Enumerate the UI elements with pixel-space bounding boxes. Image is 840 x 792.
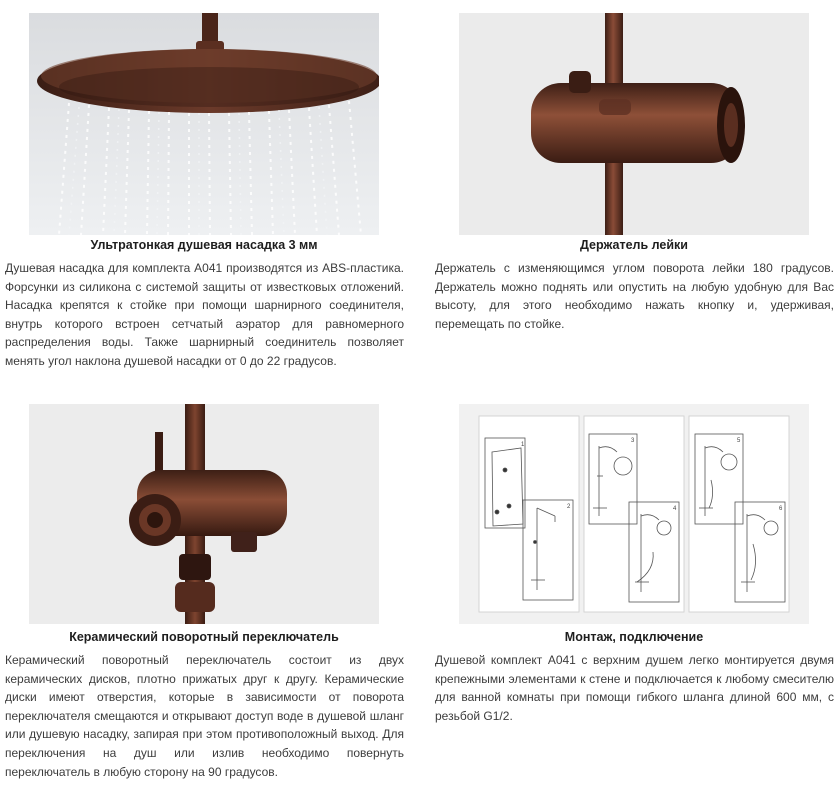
- section-description: Душевая насадка для комплекта А041 производятся из ABS-пластика. Форсунки из силикона с системой защиты от известковых отложений. Насадка крепятся к стойке при помощи шарнирного соединителя, внутрь которого встроен сетчатый аэратор для равномерного распределения воды. Также шарнирный соединитель позволяет менять угол наклона душевой насадки от 0 до 22 градусов.: [5, 261, 404, 368]
- step-number: 3: [631, 438, 635, 444]
- section-description: Держатель с изменяющимся углом поворота лейки 180 градусов. Держатель можно поднять или опустить на любую удобную для Вас высоту, для этого необходимо нажать кнопку и, удерживая, перемещать по стойке.: [435, 261, 834, 331]
- section-description: Душевой комплект А041 с верхним душем легко монтируется двумя крепежными элементами к стене и подключается к любому смесителю для ванной комнаты при помощи гибкого шланга длиной 600 мм, с резьбой G1/2.: [435, 653, 834, 723]
- ceramic-diverter-photo: [29, 404, 379, 624]
- section-title: Ультратонкая душевая насадка 3 мм: [90, 238, 318, 252]
- step-number: 6: [779, 506, 783, 512]
- section-title: Керамический поворотный переключатель: [69, 630, 339, 644]
- rain-shower-head-photo: [29, 13, 379, 235]
- step-number: 1: [521, 442, 525, 448]
- step-number: 4: [673, 506, 677, 512]
- hand-shower-holder-photo: [459, 13, 809, 235]
- step-number: 5: [737, 438, 741, 444]
- step-number: 2: [567, 504, 571, 510]
- section-title: Монтаж, подключение: [564, 630, 704, 644]
- section-description: Керамический поворотный переключатель состоит из двух керамических дисков, плотно прижатых друг к другу. Керамические диски имеют отверстия, которые в зависимости от поворота переключателя смещаются и открывают доступ воде в душевой шланг или душевую насадку, запирая при этом противоположный выход. Для переключения на душ или излив необходимо повернуть переключатель в любую сторону на 90 градусов.: [5, 653, 404, 779]
- installation-diagram: [459, 404, 809, 624]
- section-title: Держатель лейки: [580, 238, 688, 252]
